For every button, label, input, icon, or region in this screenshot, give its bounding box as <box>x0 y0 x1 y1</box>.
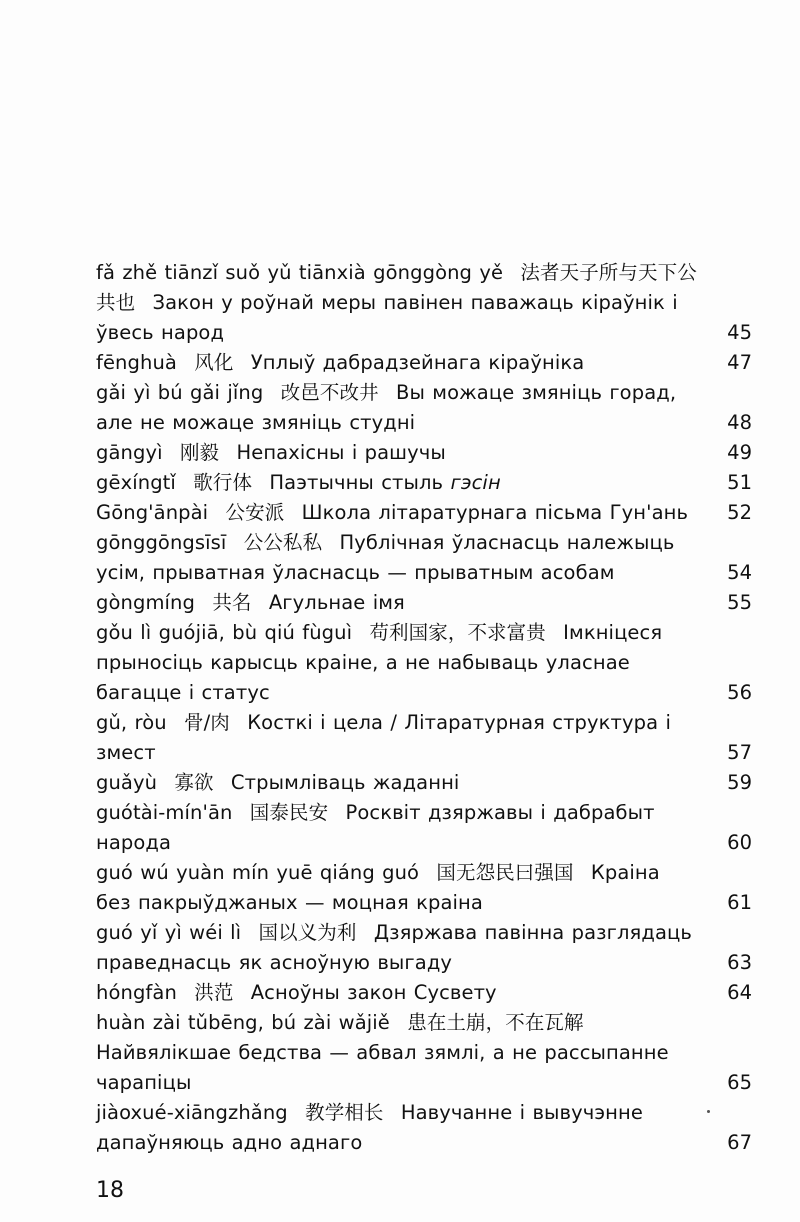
chinese-term: 国泰民安 <box>249 801 329 824</box>
chinese-term: 改邑不改井 <box>280 381 379 404</box>
translation: Навучанне і вывучэнне дапаўняюць адно аднаго <box>96 1101 643 1154</box>
pinyin-term: fēnghuà <box>96 351 177 374</box>
index-list <box>96 258 752 1158</box>
translation: Асноўны закон Сусвету <box>250 981 497 1004</box>
translation: Закон у роўнай меры павінен паважаць кіраўнік і ўвесь народ <box>96 291 678 344</box>
pinyin-term: jiàoxué-xiāngzhǎng <box>96 1101 288 1124</box>
translation-italic-term: гэсін <box>450 471 501 494</box>
index-entry <box>96 708 752 768</box>
index-entry <box>96 798 752 858</box>
translation: Найвялікшае бедства — абвал зямлі, а не рассыпанне чарапіцы <box>96 1041 669 1094</box>
index-entry <box>96 618 752 708</box>
chinese-term: 寡欲 <box>174 771 214 794</box>
index-entry <box>96 258 752 348</box>
page-number: 45 <box>727 321 752 344</box>
index-entry <box>96 978 752 1008</box>
index-entry <box>96 768 752 798</box>
index-entry <box>96 468 752 498</box>
pinyin-term: guótài-mín'ān <box>96 801 233 824</box>
index-entry <box>96 498 752 528</box>
page-number: 59 <box>727 771 752 794</box>
index-entry <box>96 378 752 438</box>
index-entry <box>96 858 752 918</box>
pinyin-term: fǎ zhě tiānzǐ suǒ yǔ tiānxià gōnggòng yě <box>96 261 504 284</box>
chinese-term: 公公私私 <box>243 531 323 554</box>
page-number: 56 <box>727 681 752 704</box>
pinyin-term: gǎi yì bú gǎi jǐng <box>96 381 264 404</box>
pinyin-term: gāngyì <box>96 441 163 464</box>
page-number: 47 <box>727 351 752 374</box>
translation: Дзяржава павінна разглядаць праведнасць як асноўную выгаду <box>96 921 692 974</box>
page-number: 51 <box>727 471 752 494</box>
pinyin-term: guǎyù <box>96 771 158 794</box>
translation: Росквіт дзяржавы і дабрабыт народа <box>96 801 655 854</box>
page-number: 67 <box>727 1131 752 1154</box>
index-entry <box>96 1008 752 1098</box>
chinese-term: 洪范 <box>194 981 234 1004</box>
translation: Імкніцеся прыносіць карысць краіне, а не набываць уласнае багацце і статус <box>96 621 663 704</box>
chinese-term: 骨/肉 <box>184 711 230 734</box>
chinese-term: 歌行体 <box>193 471 253 494</box>
pinyin-term: Gōng'ānpài <box>96 501 209 524</box>
translation: Косткі і цела / Літаратурная структура і змест <box>96 711 671 764</box>
translation: Краіна без пакрыўджаных — моцная краіна <box>96 861 660 914</box>
page-number: 52 <box>727 501 752 524</box>
page-number: 49 <box>727 441 752 464</box>
index-entry <box>96 528 752 588</box>
translation: Паэтычны стыль <box>269 471 444 494</box>
pinyin-term: gòngmíng <box>96 591 195 614</box>
index-entry <box>96 348 752 378</box>
translation: Агульнае імя <box>268 591 405 614</box>
index-entry <box>96 438 752 468</box>
pinyin-term: gōnggōngsīsī <box>96 531 227 554</box>
translation: Школа літаратурнага пісьма Гун'ань <box>301 501 689 524</box>
print-speck <box>707 1110 710 1113</box>
chinese-term: 国无怨民曰强国 <box>436 861 574 884</box>
chinese-term: 共名 <box>212 591 252 614</box>
pinyin-term: hóngfàn <box>96 981 177 1004</box>
page-number: 54 <box>727 561 752 584</box>
translation: Вы можаце змяніць горад, але не можаце змяніць студні <box>96 381 677 434</box>
page-number: 64 <box>727 981 752 1004</box>
pinyin-term: gǔ, ròu <box>96 711 167 734</box>
translation: Непахісны і рашучы <box>236 441 446 464</box>
page-number: 60 <box>727 831 752 854</box>
pinyin-term: guó wú yuàn mín yuē qiáng guó <box>96 861 420 884</box>
pinyin-term: gēxíngtǐ <box>96 471 176 494</box>
translation: Публічная ўласнасць належыць усім, прыватная ўласнасць — прыватным асобам <box>96 531 675 584</box>
page-number: 63 <box>727 951 752 974</box>
chinese-term: 刚毅 <box>179 441 220 464</box>
index-entry <box>96 918 752 978</box>
index-entry <box>96 1098 752 1158</box>
chinese-term: 公安派 <box>225 501 285 524</box>
index-entry <box>96 588 752 618</box>
chinese-term: 患在土崩，不在瓦解 <box>407 1011 584 1034</box>
translation: Уплыў дабрадзейнага кіраўніка <box>250 351 585 374</box>
pinyin-term: huàn zài tǔbēng, bú zài wǎjiě <box>96 1011 390 1034</box>
page-number: 65 <box>727 1071 752 1094</box>
page-number: 57 <box>727 741 752 764</box>
page-number: 61 <box>727 891 752 914</box>
chinese-term: 教学相长 <box>305 1101 384 1124</box>
pinyin-term: guó yǐ yì wéi lì <box>96 921 242 944</box>
chinese-term: 风化 <box>194 351 234 374</box>
chinese-term: 苟利国家，不求富贵 <box>369 621 546 644</box>
pinyin-term: gǒu lì guójiā, bù qiú fùguì <box>96 621 353 644</box>
folio-page-number: 18 <box>96 1178 124 1203</box>
chinese-term: 法者天子所与天下公共也 <box>96 261 697 314</box>
translation: Стрымліваць жаданні <box>230 771 460 794</box>
page-number: 55 <box>727 591 752 614</box>
page-number: 48 <box>727 411 752 434</box>
chinese-term: 国以义为利 <box>258 921 357 944</box>
